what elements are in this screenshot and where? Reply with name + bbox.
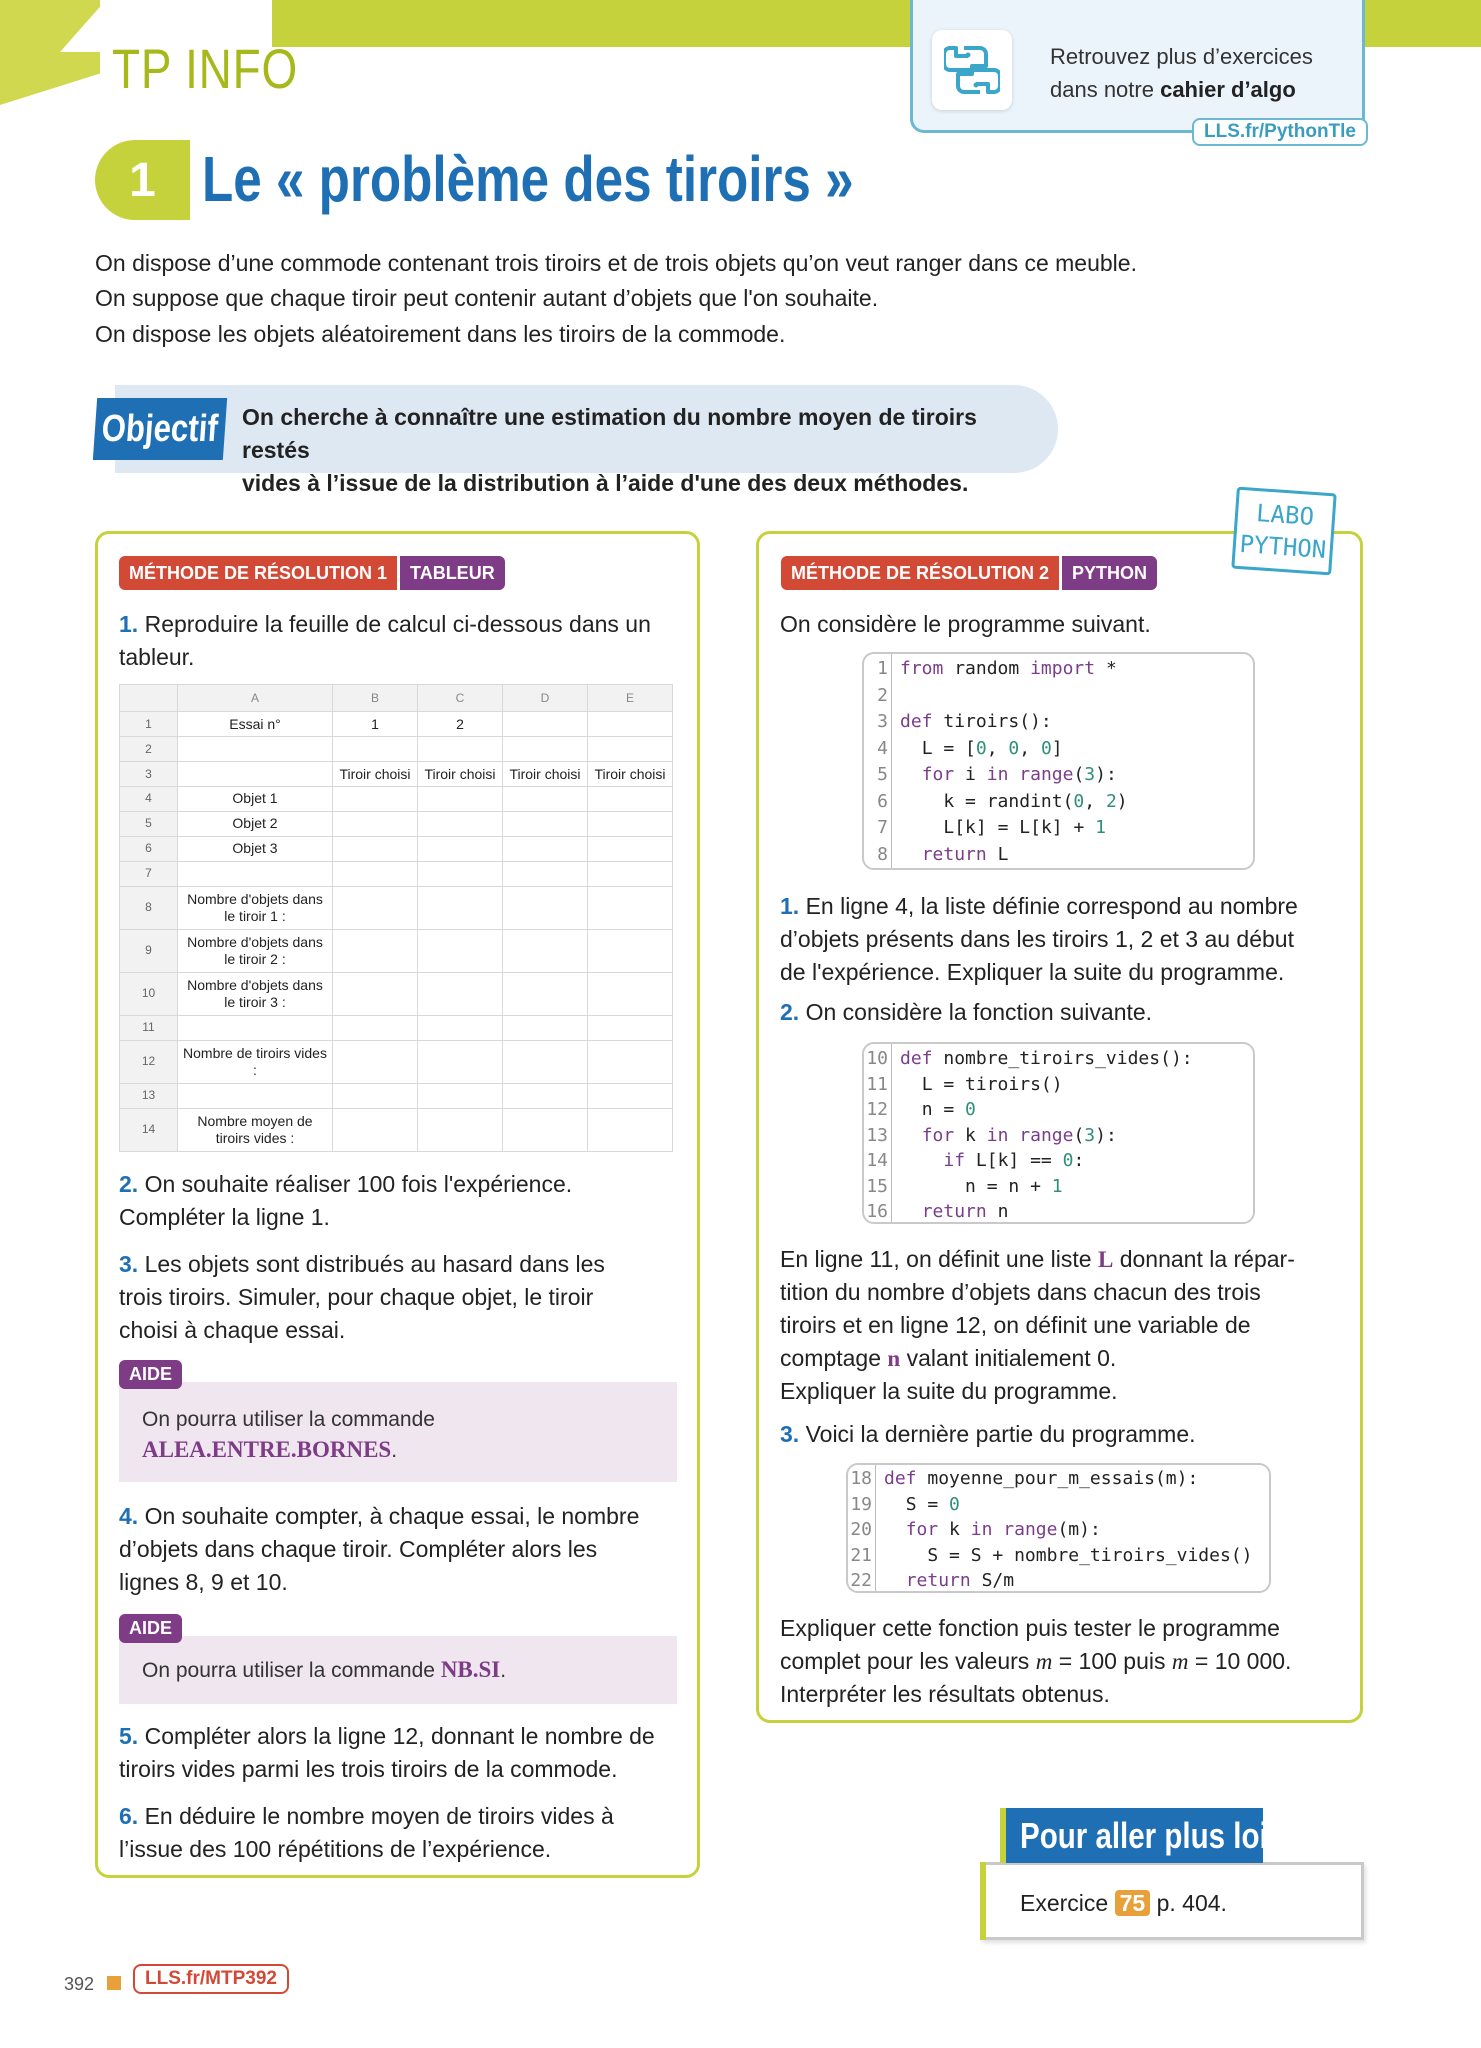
sheet-col-header: E	[588, 685, 673, 712]
sheet-row	[120, 929, 673, 972]
sheet-cell	[418, 972, 503, 1015]
sheet-row	[120, 1108, 673, 1151]
sheet-cell	[588, 1015, 673, 1040]
page-title: Le « problème des tiroirs »	[202, 143, 854, 215]
code-line-number: 20	[850, 1519, 872, 1540]
sheet-row-number: 9	[120, 929, 178, 972]
sheet-col-header: C	[418, 685, 503, 712]
code-line: k = randint(0, 2)	[943, 790, 1128, 812]
code-line-number: 6	[877, 790, 888, 812]
sheet-cell	[588, 712, 673, 737]
sheet-row	[120, 836, 673, 861]
sheet-row	[120, 1015, 673, 1040]
aide-tag-1: AIDE	[119, 1360, 182, 1389]
sheet-cell	[333, 1108, 418, 1151]
aide-tag-2: AIDE	[119, 1614, 182, 1643]
spreadsheet	[119, 684, 672, 1152]
sheet-cell	[178, 1083, 333, 1108]
sheet-cell	[418, 786, 503, 811]
exercise-link[interactable]: 75	[1115, 1890, 1151, 1916]
sheet-cell	[178, 861, 333, 886]
sheet-cell	[333, 886, 418, 929]
sheet-cell	[588, 811, 673, 836]
sheet-cell	[588, 737, 673, 762]
sheet-col-header: B	[333, 685, 418, 712]
m2-question-1: 1. En ligne 4, la liste définie correspond au nombre d’objets présents dans les tiroirs 1, 2 et 3 au début de l'expérience. Expliquer la suite du programme.	[780, 893, 1298, 985]
sheet-cell	[333, 929, 418, 972]
code-line: if L[k] == 0:	[943, 1150, 1085, 1171]
code-line: S = 0	[905, 1493, 960, 1515]
aide-text-1: On pourra utiliser la commande ALEA.ENTRE.BORNES.	[142, 1408, 435, 1462]
code-line-number: 16	[866, 1201, 888, 1222]
sheet-row-number: 7	[120, 861, 178, 886]
further-accent-bar	[980, 1862, 986, 1940]
sheet-cell	[588, 786, 673, 811]
code-line: from random import *	[900, 658, 1117, 679]
python-logo-icon	[932, 30, 1012, 110]
sheet-cell	[503, 786, 588, 811]
code-line: for k in range(3):	[921, 1124, 1117, 1146]
sheet-cell: Objet 1	[178, 786, 333, 811]
code-line-number: 15	[866, 1175, 888, 1197]
sheet-row-number: 6	[120, 836, 178, 861]
sheet-cell	[178, 737, 333, 762]
code-line-number: 1	[877, 658, 888, 679]
sheet-cell	[418, 1040, 503, 1083]
m1-question-4: 4. On souhaite compter, à chaque essai, le nombre d’objets dans chaque tiroir. Compléter alors les lignes 8, 9 et 10.	[119, 1503, 640, 1595]
code-block-2	[862, 1042, 1255, 1224]
sheet-row	[120, 737, 673, 762]
code-line-number: 19	[850, 1493, 872, 1515]
sheet-cell	[588, 1040, 673, 1083]
exercise-number-badge: 1	[95, 140, 190, 220]
method2-tag: MÉTHODE DE RÉSOLUTION 2 PYTHON	[781, 556, 1157, 590]
code-line-number: 13	[866, 1124, 888, 1146]
sheet-cell	[333, 861, 418, 886]
sheet-row-number: 13	[120, 1083, 178, 1108]
m1-question-5: 5. Compléter alors la ligne 12, donnant le nombre de tiroirs vides parmi les trois tiroirs de la commode.	[119, 1723, 655, 1782]
sheet-cell	[178, 762, 333, 787]
sheet-cell	[588, 861, 673, 886]
sheet-cell	[503, 886, 588, 929]
sheet-cell: Objet 3	[178, 836, 333, 861]
code-line: for i in range(3):	[921, 764, 1117, 785]
code-line: return n	[921, 1201, 1009, 1222]
code-line: def tiroirs():	[900, 711, 1052, 732]
page-number: 392	[64, 1974, 95, 1994]
code-line-number: 7	[877, 817, 888, 838]
m1-question-2: 2. On souhaite réaliser 100 fois l'expérience. Compléter la ligne 1.	[119, 1171, 573, 1230]
sheet-cell	[418, 836, 503, 861]
code-line: def nombre_tiroirs_vides():	[900, 1048, 1193, 1069]
sheet-cell	[333, 811, 418, 836]
code-line: return S/m	[905, 1570, 1015, 1591]
sheet-cell	[333, 786, 418, 811]
sheet-row-number: 12	[120, 1040, 178, 1083]
sheet-cell	[333, 737, 418, 762]
sheet-row-number: 14	[120, 1108, 178, 1151]
sheet-cell: Nombre de tiroirs vides :	[178, 1040, 333, 1083]
sheet-cell	[418, 861, 503, 886]
code-block-1	[862, 652, 1255, 870]
intro-line: On suppose que chaque tiroir peut contenir autant d’objets que l'on souhaite.	[95, 285, 879, 311]
sheet-cell: 1	[333, 712, 418, 737]
sheet-cell: Nombre d'objets dans le tiroir 2 :	[178, 929, 333, 972]
sheet-row-number: 4	[120, 786, 178, 811]
code-block-3	[846, 1463, 1271, 1593]
code-line: L = tiroirs()	[921, 1073, 1063, 1095]
m1-question-3: 3. Les objets sont distribués au hasard dans les trois tiroirs. Simuler, pour chaque objet, le tiroir choisi à chaque essai.	[119, 1251, 605, 1343]
sheet-cell	[333, 1040, 418, 1083]
code-line-number: 8	[877, 843, 888, 865]
sheet-row	[120, 972, 673, 1015]
sheet-row	[120, 1083, 673, 1108]
sheet-cell	[503, 1108, 588, 1151]
sheet-cell	[503, 1040, 588, 1083]
sheet-cell: Tiroir choisi	[333, 762, 418, 787]
code-line-number: 5	[877, 764, 888, 785]
sheet-cell	[503, 811, 588, 836]
sheet-cell	[333, 1083, 418, 1108]
sheet-row	[120, 1040, 673, 1083]
sheet-row-number: 10	[120, 972, 178, 1015]
code-line-number: 3	[877, 711, 888, 732]
sheet-cell	[588, 1108, 673, 1151]
sheet-cell	[588, 929, 673, 972]
sheet-row-number: 5	[120, 811, 178, 836]
promo-link[interactable]: LLS.fr/PythonTle	[1192, 118, 1368, 146]
sheet-cell	[418, 929, 503, 972]
sheet-cell	[178, 1015, 333, 1040]
code-line-number: 14	[866, 1150, 888, 1171]
code-line: S = S + nombre_tiroirs_vides()	[927, 1544, 1253, 1566]
sheet-cell	[418, 1108, 503, 1151]
code-line: for k in range(m):	[905, 1519, 1101, 1540]
sheet-row-number: 1	[120, 712, 178, 737]
m1-question-6: 6. En déduire le nombre moyen de tiroirs vides à l’issue des 100 répétitions de l’expérience.	[119, 1803, 614, 1862]
sheet-cell	[333, 1015, 418, 1040]
code-line-number: 11	[866, 1073, 888, 1095]
sheet-cell	[503, 861, 588, 886]
code-line: L = [0, 0, 0]	[921, 737, 1063, 759]
objectif-text: On cherche à connaître une estimation du nombre moyen de tiroirs restés vides à l’issue de la distribution à l’aide d'une des deux méthodes.	[242, 404, 977, 496]
footer-square	[107, 1976, 121, 1990]
corner-decoration	[0, 0, 100, 105]
code-line: n = n + 1	[965, 1175, 1063, 1197]
method1-tag: MÉTHODE DE RÉSOLUTION 1 TABLEUR	[119, 556, 505, 590]
sheet-cell	[503, 712, 588, 737]
sheet-row	[120, 712, 673, 737]
footer-link[interactable]: LLS.fr/MTP392	[133, 1964, 289, 1994]
code-line: return L	[921, 843, 1009, 865]
code-line-number: 18	[850, 1468, 872, 1489]
sheet-cell	[588, 1083, 673, 1108]
code-line-number: 12	[866, 1099, 888, 1120]
sheet-cell	[333, 972, 418, 1015]
promo-text: Retrouvez plus d’exercices dans notre cahier d’algo	[1050, 44, 1313, 102]
sheet-cell	[588, 972, 673, 1015]
code-line-number: 21	[850, 1544, 872, 1566]
sheet-cell	[588, 886, 673, 929]
sheet-cell	[503, 929, 588, 972]
sheet-cell	[333, 836, 418, 861]
m2-question-2: 2. On considère la fonction suivante.	[780, 999, 1153, 1025]
code-line-number: 4	[877, 737, 888, 759]
section-label: TP INFO	[112, 37, 299, 100]
sheet-corner	[120, 685, 178, 712]
code-line-number: 22	[850, 1570, 872, 1591]
sheet-cell: Nombre moyen de tiroirs vides :	[178, 1108, 333, 1151]
sheet-cell: Tiroir choisi	[418, 762, 503, 787]
code-line-number: 10	[866, 1048, 888, 1069]
sheet-cell: Tiroir choisi	[588, 762, 673, 787]
m2-paragraph-2: En ligne 11, on définit une liste L donnant la répar- tition du nombre d’objets dans chacun des trois tiroirs et en ligne 12, on définit une variable de comptage n valant initialement 0. Expliquer la suite du programme.	[780, 1246, 1295, 1404]
sheet-cell	[588, 836, 673, 861]
further-title: Pour aller plus loin	[1000, 1808, 1263, 1863]
labo-python-stamp: LABO PYTHON	[1231, 487, 1336, 576]
intro-line: On dispose d’une commode contenant trois tiroirs et de trois objets qu’on veut ranger dans ce meuble.	[95, 250, 1137, 276]
aide-text-2: On pourra utiliser la commande NB.SI.	[142, 1657, 507, 1682]
sheet-cell	[503, 1015, 588, 1040]
sheet-cell: Nombre d'objets dans le tiroir 1 :	[178, 886, 333, 929]
m1-question-1: 1. Reproduire la feuille de calcul ci-dessous dans un tableur.	[119, 611, 651, 670]
sheet-cell: 2	[418, 712, 503, 737]
sheet-row	[120, 861, 673, 886]
sheet-cell: Nombre d'objets dans le tiroir 3 :	[178, 972, 333, 1015]
sheet-cell: Tiroir choisi	[503, 762, 588, 787]
sheet-cell	[503, 836, 588, 861]
sheet-col-header: D	[503, 685, 588, 712]
code-line: n = 0	[921, 1099, 976, 1120]
sheet-cell	[503, 972, 588, 1015]
sheet-cell	[418, 1083, 503, 1108]
objectif-label: Objectif	[93, 398, 227, 460]
m2-question-3: 3. Voici la dernière partie du programme.	[780, 1421, 1196, 1447]
code-line-number: 2	[877, 684, 888, 706]
m2-intro: On considère le programme suivant.	[780, 611, 1151, 637]
code-line: L[k] = L[k] + 1	[943, 817, 1106, 838]
sheet-cell	[418, 886, 503, 929]
code-line: def moyenne_pour_m_essais(m):	[884, 1468, 1199, 1489]
sheet-row	[120, 762, 673, 787]
sheet-col-header: A	[178, 685, 333, 712]
sheet-row-number: 11	[120, 1015, 178, 1040]
intro-line: On dispose les objets aléatoirement dans les tiroirs de la commode.	[95, 321, 786, 347]
sheet-row	[120, 786, 673, 811]
sheet-cell	[418, 811, 503, 836]
m2-paragraph-3: Expliquer cette fonction puis tester le programme complet pour les valeurs m = 100 puis m = 10 000. Interpréter les résultats obtenus.	[780, 1615, 1292, 1707]
sheet-row	[120, 811, 673, 836]
sheet-cell: Essai n°	[178, 712, 333, 737]
sheet-row-number: 2	[120, 737, 178, 762]
sheet-row	[120, 886, 673, 929]
sheet-row-number: 8	[120, 886, 178, 929]
sheet-row-number: 3	[120, 762, 178, 787]
sheet-cell: Objet 2	[178, 811, 333, 836]
sheet-cell	[418, 1015, 503, 1040]
sheet-cell	[503, 1083, 588, 1108]
further-text: Exercice 75 p. 404.	[1020, 1890, 1227, 1916]
sheet-cell	[503, 737, 588, 762]
sheet-cell	[418, 737, 503, 762]
